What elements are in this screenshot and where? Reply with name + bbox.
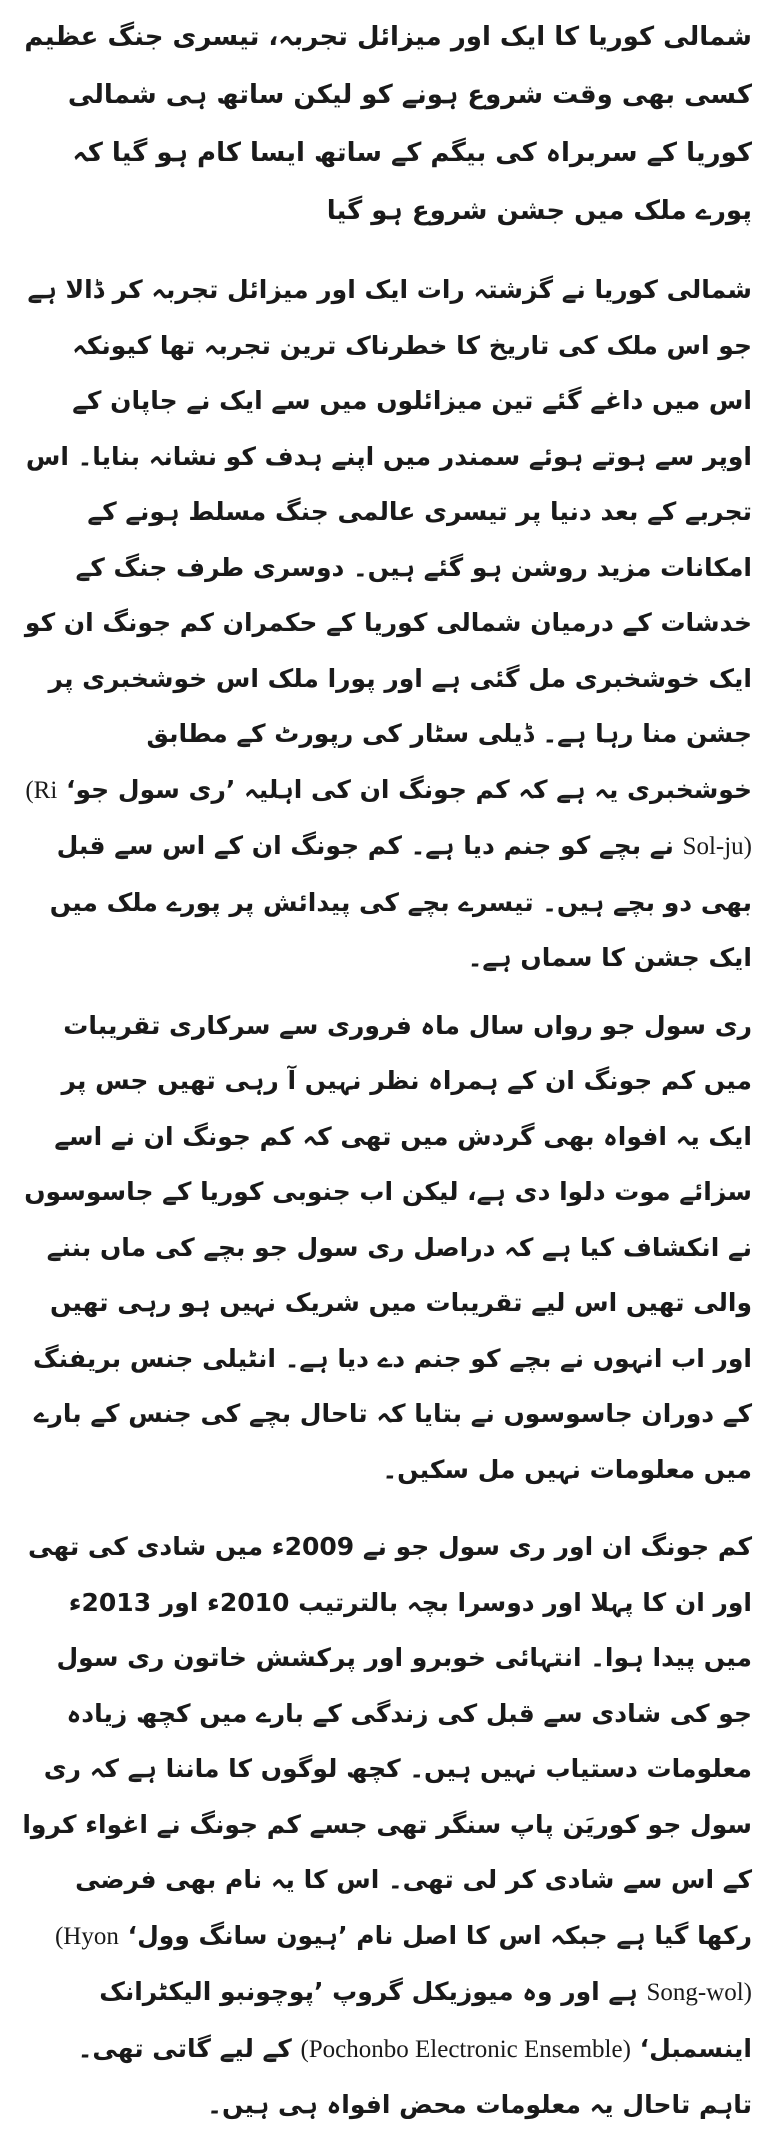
paragraph-1-english-name: (Ri Sol-ju) [25,776,752,860]
article-paragraph-2: ری سول جو رواں سال ماہ فروری سے سرکاری تقریبات میں کم جونگ ان کے ہمراہ نظر نہیں آ رہی تھیں جس پر ایک یہ افواہ بھی گردش میں تھی کہ کم جونگ ان نے اسے سزائے موت دلوا دی ہے، لیکن اب جنوبی کوریا کے جاسوسوں نے انکشاف کیا ہے کہ دراصل ری سول جو بچے کی ماں بننے والی تھیں اس لیے تقریبات میں شریک نہیں ہو رہی تھیں اور اب انہوں نے بچے کو جنم دے دیا ہے۔ انٹیلی جنس بریفنگ کے دوران جاسوسوں نے بتایا کہ تاحال بچے کی جنس کے بارے میں معلومات نہیں مل سکیں۔ [24,1010,752,1484]
paragraph-3-text-part-2: ہے اور وہ میوزیکل گروپ ’پوچونبو الیکٹرانک اینسمبل‘ [99,1977,752,2063]
paragraph-1-text-start: شمالی کوریا نے گزشتہ رات ایک اور میزائل تجربہ کر ڈالا ہے جو اس ملک کی تاریخ کا خطرناک ترین تجربہ تھا کیونکہ اس میں داغے گئے تین میزائلوں میں سے ایک نے جاپان کے اوپر سے ہوتے ہوئے سمندر میں اپنے ہدف کو نشانہ بنایا۔ اس تجربے کے بعد دنیا پر تیسری عالمی جنگ مسلط ہونے کے امکانات مزید روشن ہو گئے ہیں۔ دوسری طرف جنگ کے خدشات کے درمیان شمالی کوریا کے حکمران کم جونگ ان کو ایک خوشخبری مل گئی ہے اور پورا ملک اس خوشخبری پر جشن منا رہا ہے۔ ڈیلی سٹار کی رپورٹ کے مطابق خوشخبری یہ ہے کہ کم جونگ ان کی اہلیہ ’ری سول جو‘ [24,275,752,804]
paragraph-3-text-part-3: کے لیے گاتی تھی۔ تاہم تاحال یہ معلومات محض افواہ ہی ہیں۔ [77,2033,752,2119]
paragraph-1-text-end: نے بچے کو جنم دیا ہے۔ کم جونگ ان کے اس سے قبل بھی دو بچے ہیں۔ تیسرے بچے کی پیدائش پر پورے ملک میں ایک جشن کا سماں ہے۔ [49,831,752,972]
paragraph-3-text-part-1: کم جونگ ان اور ری سول جو نے 2009ء میں شادی کی تھی اور ان کا پہلا اور دوسرا بچہ بالترتیب 2010ء اور 2013ء میں پیدا ہوا۔ انتہائی خوبرو اور پرکشش خاتون ری سول جو کی شادی سے قبل کی زندگی کے بارے میں کچھ زیادہ معلومات دستیاب نہیں ہیں۔ کچھ لوگوں کا ماننا ہے کہ ری سول جو کوریَن پاپ سنگر تھی جسے کم جونگ نے اغواء کروا کے اس سے شادی کر لی تھی۔ اس کا یہ نام بھی فرضی رکھا گیا ہے جبکہ اس کا اصل نام ’ہیون سانگ وول‘ [22,1532,752,1950]
article [22,0,752,2133]
article-paragraph-1 [22,262,752,986]
paragraph-3-english-name-1: (Hyon Song-wol) [54,1922,752,2006]
paragraph-3-english-name-2: (Pochonbo Electronic Ensemble) [300,2035,631,2063]
article-paragraph-3 [22,1519,752,2133]
article-headline: شمالی کوریا کا ایک اور میزائل تجربہ، تیسری جنگ عظیم کسی بھی وقت شروع ہونے کو لیکن ساتھ ہی شمالی کوریا کے سربراہ کی بیگم کے ساتھ ایسا کام ہو گیا کہ پورے ملک میں جشن شروع ہو گیا [24,22,752,226]
